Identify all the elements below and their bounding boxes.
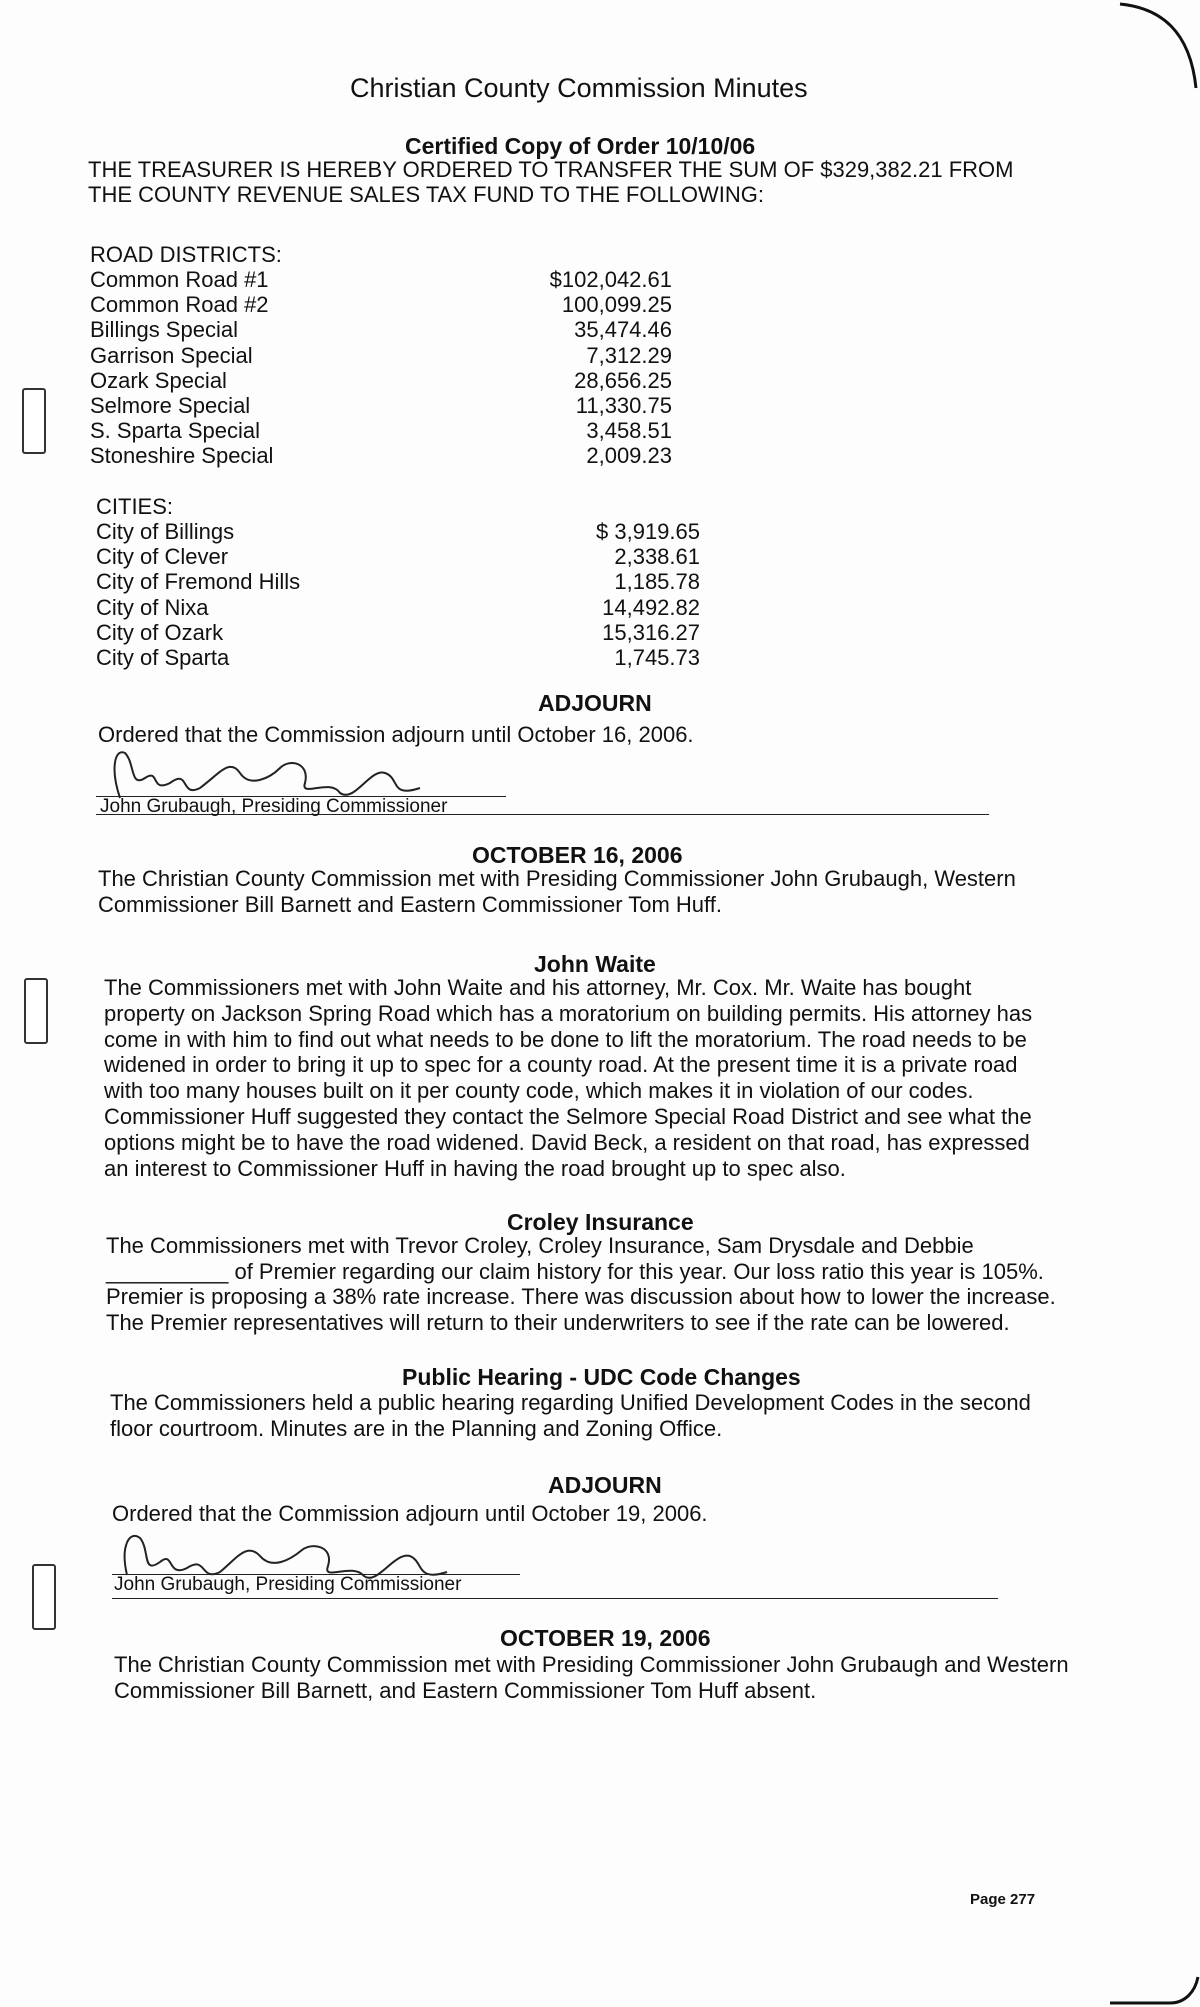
- list-item-amount: 2,009.23: [586, 443, 672, 469]
- document-title: Christian County Commission Minutes: [350, 73, 808, 103]
- list-item-amount: 14,492.82: [602, 594, 700, 620]
- list-item-amount: 11,330.75: [575, 393, 672, 418]
- paragraph-line: Commissioner Bill Barnett and Eastern Commissioner Tom Huff.: [98, 891, 722, 917]
- list-item-name: Ozark Special: [90, 367, 227, 393]
- paragraph-line: property on Jackson Spring Road which has a moratorium on building permits. His attorney has: [104, 1000, 1033, 1026]
- page-corner-curve: [1110, 0, 1200, 90]
- paragraph-line: Premier is proposing a 38% rate increase. There was discussion about how to lower the increase.: [106, 1284, 1056, 1309]
- list-item-name: Billings Special: [90, 317, 238, 343]
- date-heading: OCTOBER 19, 2006: [500, 1625, 711, 1651]
- list-item-name: Common Road #1: [90, 267, 269, 292]
- list-item-name: Garrison Special: [90, 342, 253, 368]
- paragraph-line: floor courtroom. Minutes are in the Planning and Zoning Office.: [110, 1415, 723, 1441]
- list-item-amount: 2,338.61: [614, 544, 700, 570]
- list-item-amount: 1,745.73: [614, 645, 700, 670]
- list-item-amount: 15,316.27: [602, 619, 700, 645]
- section-heading-john-waite: John Waite: [534, 951, 656, 977]
- road-districts-header: ROAD DISTRICTS:: [90, 242, 282, 267]
- paragraph-line: The Commissioners met with John Waite and his attorney, Mr. Cox. Mr. Waite has bought: [104, 975, 972, 1000]
- page-number: Page 277: [970, 1891, 1036, 1908]
- list-item-amount: $ 3,919.65: [596, 519, 700, 544]
- paragraph-line: widened in order to bring it up to spec for a county road. At the present time it is a private road: [104, 1052, 1018, 1078]
- list-item-name: Selmore Special: [90, 393, 251, 418]
- adjourn-heading: ADJOURN: [548, 1472, 662, 1498]
- separator-line: [112, 1598, 998, 1599]
- paragraph-line: The Commissioners held a public hearing regarding Unified Development Codes in the second: [110, 1390, 1031, 1415]
- section-heading-croley-insurance: Croley Insurance: [507, 1209, 694, 1235]
- list-item-name: City of Billings: [96, 519, 235, 544]
- page-bottom-curve: [1110, 1947, 1200, 2007]
- list-item-amount: 7,312.29: [586, 342, 672, 368]
- binder-hole: [24, 978, 48, 1044]
- list-item-name: Common Road #2: [90, 292, 269, 318]
- list-item-name: Stoneshire Special: [90, 443, 274, 469]
- cities-header: CITIES:: [96, 494, 174, 519]
- paragraph-line: The Commissioners met with Trevor Croley, Croley Insurance, Sam Drysdale and Debbie: [106, 1233, 974, 1258]
- paragraph-line: options might be to have the road widened. David Beck, a resident on that road, has expressed: [104, 1129, 1030, 1155]
- date-heading: OCTOBER 16, 2006: [472, 842, 683, 868]
- paragraph-line: The Premier representatives will return to their underwriters to see if the rate can be lowered.: [106, 1309, 1010, 1335]
- paragraph-line: __________ of Premier regarding our claim history for this year. Our loss ratio this year is 105%.: [106, 1258, 1044, 1284]
- adjourn-order-text: Ordered that the Commission adjourn until October 19, 2006.: [112, 1501, 708, 1526]
- list-item-name: City of Clever: [96, 544, 229, 570]
- paragraph-line: with too many houses built on it per county code, which makes it in violation of our codes.: [104, 1078, 974, 1104]
- list-item-name: City of Ozark: [96, 619, 224, 645]
- order-text-line: THE TREASURER IS HEREBY ORDERED TO TRANSFER THE SUM OF $329,382.21 FROM: [88, 157, 1014, 182]
- binder-hole: [22, 388, 46, 454]
- certified-order-heading: Certified Copy of Order 10/10/06: [405, 133, 756, 159]
- paragraph-line: come in with him to find out what needs to be done to lift the moratorium. The road needs to be: [104, 1026, 1027, 1052]
- list-item-name: City of Fremond Hills: [96, 569, 301, 595]
- list-item-amount: 35,474.46: [574, 317, 672, 343]
- list-item-amount: 100,099.25: [561, 292, 672, 318]
- list-item-amount: 3,458.51: [586, 418, 672, 444]
- adjourn-heading: ADJOURN: [538, 690, 652, 716]
- paragraph-line: The Christian County Commission met with Presiding Commissioner John Grubaugh and Western: [114, 1652, 1069, 1677]
- list-item-amount: $102,042.61: [549, 267, 672, 292]
- signer-name: John Grubaugh, Presiding Commissioner: [114, 1574, 462, 1595]
- paragraph-line: Commissioner Huff suggested they contact the Selmore Special Road District and see what the: [104, 1104, 1032, 1129]
- signer-name: John Grubaugh, Presiding Commissioner: [100, 796, 448, 817]
- binder-hole: [32, 1564, 56, 1630]
- list-item-name: S. Sparta Special: [90, 418, 260, 444]
- list-item-name: City of Nixa: [96, 594, 209, 620]
- adjourn-order-text: Ordered that the Commission adjourn until October 16, 2006.: [98, 722, 694, 747]
- list-item-amount: 1,185.78: [614, 569, 700, 595]
- paragraph-line: The Christian County Commission met with Presiding Commissioner John Grubaugh, Western: [98, 866, 1016, 891]
- order-text-line: THE COUNTY REVENUE SALES TAX FUND TO THE FOLLOWING:: [88, 182, 765, 207]
- list-item-name: City of Sparta: [96, 645, 230, 670]
- list-item-amount: 28,656.25: [574, 367, 672, 393]
- paragraph-line: an interest to Commissioner Huff in having the road brought up to spec also.: [104, 1155, 846, 1181]
- paragraph-line: Commissioner Bill Barnett, and Eastern Commissioner Tom Huff absent.: [114, 1677, 817, 1703]
- section-heading-udc: Public Hearing - UDC Code Changes: [402, 1364, 801, 1390]
